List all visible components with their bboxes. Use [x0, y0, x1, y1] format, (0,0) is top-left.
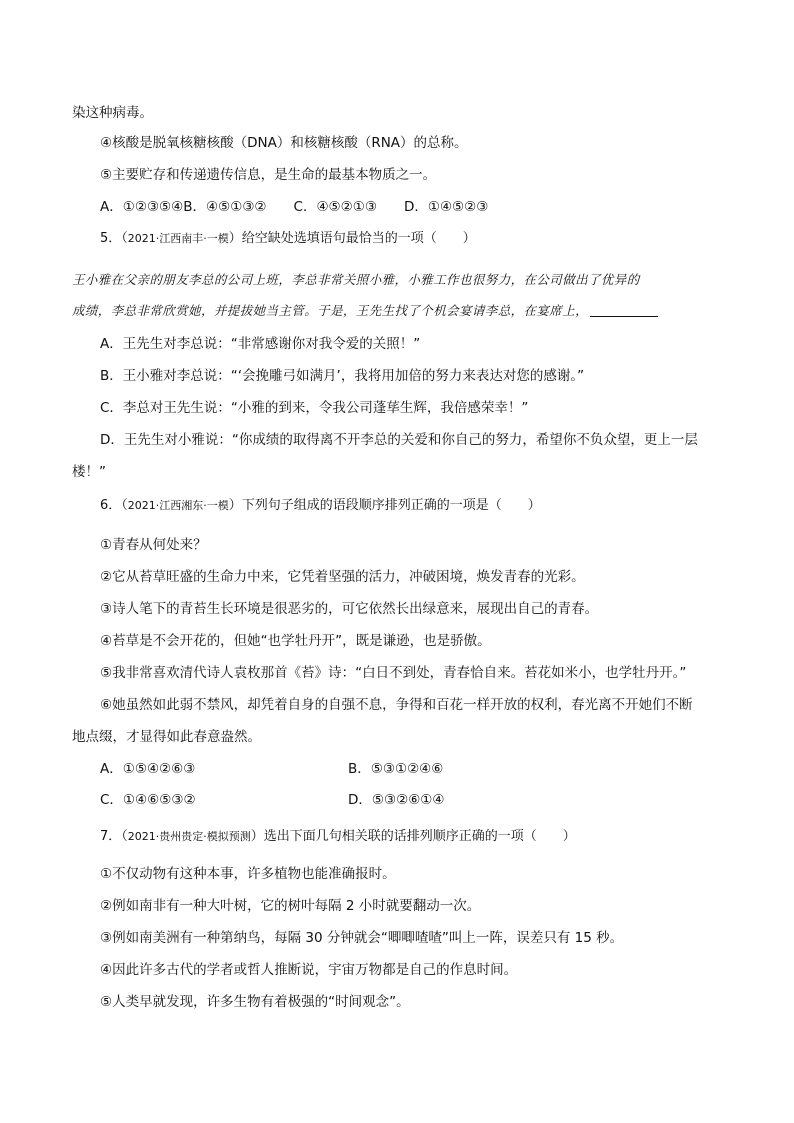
q6-sentence-6-line-2: 地点缀，才显得如此春意盎然。 — [72, 729, 261, 745]
q7-sentence-5: ⑤人类早就发现，许多生物有着极强的“时间观念”。 — [100, 994, 410, 1010]
q6-sentence-6-line-1: ⑥她虽然如此弱不禁风，却凭着自身的自强不息，争得和百花一样开放的权利，春光离不开她们不断 — [100, 697, 693, 713]
q7-sentence-4: ④因此许多古代的学者或哲人推断说，宇宙万物都是自己的作息时间。 — [100, 962, 518, 978]
q6-number: 6．（ — [100, 498, 128, 513]
q6-sentence-4: ④苔草是不会开花的，但她“也学牡丹开”，既是谦逊，也是骄傲。 — [100, 633, 491, 649]
q4-statement-4: ④核酸是脱氧核糖核酸（DNA）和核糖核酸（RNA）的总称。 — [100, 135, 468, 151]
q6-sentence-1: ①青春从何处来？ — [100, 537, 207, 553]
q5-number: 5．（ — [100, 231, 128, 246]
q7-question: ）选出下面几句相关联的话排列顺序正确的一项（ ） — [250, 829, 576, 844]
q6-question: ）下列句子组成的语段顺序排列正确的一项是（ ） — [228, 498, 541, 513]
q5-option-a: A．王先生对李总说：“非常感谢你对我令爱的关照！” — [100, 336, 421, 352]
q7-source: 2021·贵州贵定·模拟预测 — [127, 830, 251, 843]
q6-option-b: B．⑤③①②④⑥ — [348, 761, 444, 777]
q6-option-d: D．⑤③②⑥①④ — [348, 792, 445, 808]
q5-question: ）给空缺处选填语句最恰当的一项（ ） — [228, 231, 476, 246]
q5-option-b: B．王小雅对李总说：“‘会挽雕弓如满月’，我将用加倍的努力来表达对您的感谢。” — [100, 368, 585, 384]
q6-stem — [100, 496, 541, 516]
q5-stem — [100, 229, 476, 249]
q6-sentence-2: ②它从苔草旺盛的生命力中来，它凭着坚强的活力，冲破困境，焕发青春的光彩。 — [100, 569, 585, 585]
q7-sentence-3: ③例如南美洲有一种第纳鸟，每隔 30 分钟就会“唧唧喳喳”叫上一阵，误差只有 15 秒。 — [100, 930, 624, 946]
q4-text-continuation: 染这种病毒。 — [72, 105, 153, 121]
q5-passage-text: 成绩，李总非常欣赏她，并提拔她当主管。于是，王先生找了个机会宴请李总，在宴席上， — [72, 303, 589, 318]
q4-options: A．①②③⑤④B．④⑤①③② C．④⑤②①③ D．①④⑤②③ — [100, 199, 489, 215]
q5-passage-line-1: 王小雅在父亲的朋友李总的公司上班，李总非常关照小雅，小雅工作也很努力，在公司做出了优异的 — [72, 272, 640, 287]
q6-source: 2021·江西湘东·一模 — [127, 499, 229, 512]
q5-option-c: C．李总对王先生说：“小雅的到来，令我公司蓬荜生辉，我倍感荣幸！” — [100, 400, 529, 416]
q5-option-d-line-1: D．王先生对小雅说：“你成绩的取得离不开李总的关爱和你自己的努力，希望你不负众望，更上一层 — [100, 432, 698, 448]
q6-sentence-5: ⑤我非常喜欢清代诗人袁枚那首《苔》诗：“白日不到处，青春恰自来。苔花如米小，也学牡丹开。” — [100, 665, 687, 681]
q6-sentence-3: ③诗人笔下的青苔生长环境是很恶劣的，可它依然长出绿意来，展现出自己的青春。 — [100, 601, 599, 617]
q7-sentence-2: ②例如南非有一种大叶树，它的树叶每隔 2 小时就要翻动一次。 — [100, 898, 481, 914]
q5-source: 2021·江西南丰·一模 — [127, 232, 229, 245]
q5-option-d-line-2: 楼！” — [72, 464, 106, 480]
q7-sentence-1: ①不仅动物有这种本事，许多植物也能准确报时。 — [100, 866, 396, 882]
q5-passage-line-2 — [72, 301, 658, 321]
q7-number: 7．（ — [100, 829, 128, 844]
q7-stem — [100, 827, 576, 847]
fill-in-blank — [590, 315, 658, 317]
q6-option-a: A．①⑤④②⑥③ — [100, 761, 196, 777]
q4-statement-5: ⑤主要贮存和传递遗传信息，是生命的最基本物质之一。 — [100, 167, 437, 183]
q6-option-c: C．①④⑥⑤③② — [100, 792, 196, 808]
